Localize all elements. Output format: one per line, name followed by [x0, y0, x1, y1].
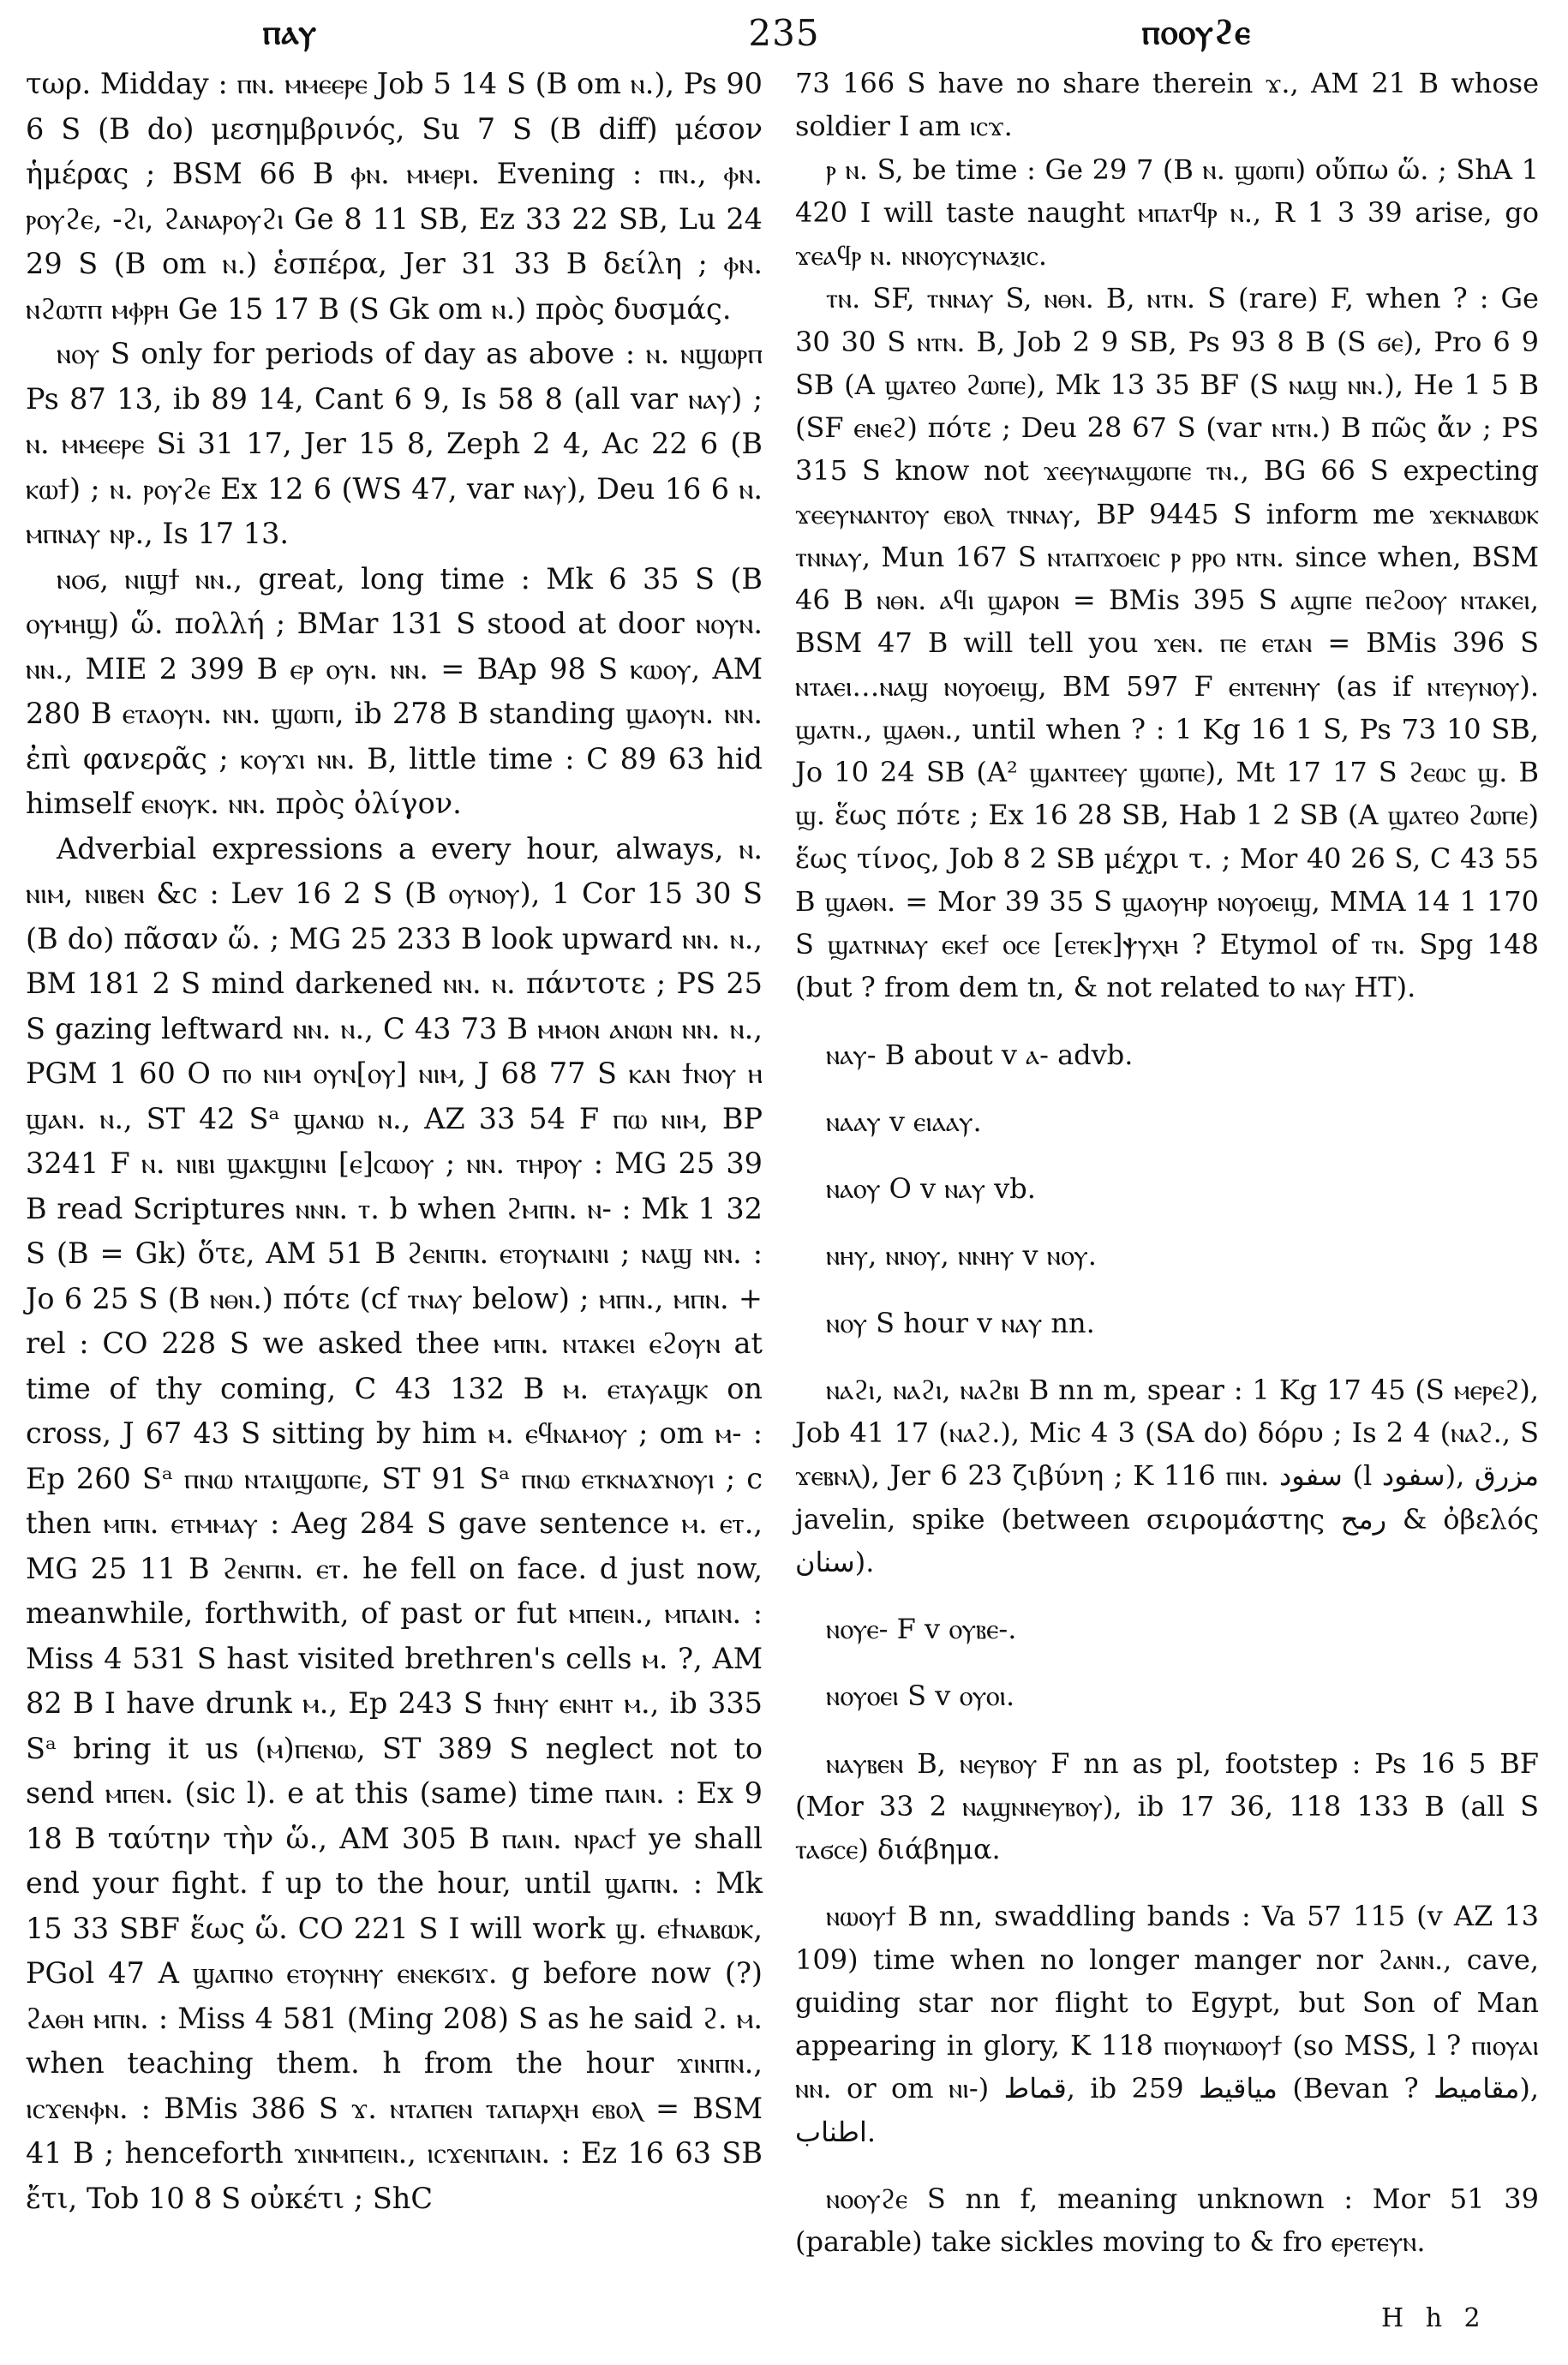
cross-reference-entry: ⲛⲏⲩ, ⲛⲛⲟⲩ, ⲛⲛⲏⲩ v ⲛⲟⲩ.: [826, 1239, 1097, 1272]
header-left-headword: ⲡⲁⲩ: [262, 12, 317, 52]
entry-paragraph: 73 166 S have no share therein ϫ., AM 21 B whose soldier I am ⲓⲥϫ.: [795, 67, 1539, 143]
dictionary-entry: ⲛⲟⲟⲩϩⲉ S nn f, meaning unknown : Mor 51 39 (parable) take sickles moving to & fro ⲉⲣⲉⲧⲉⲩⲛ.: [795, 2182, 1539, 2258]
cross-reference-entry: ⲛⲟⲩⲟⲉⲓ S v ⲟⲩⲟⲓ.: [826, 1679, 1015, 1713]
left-column: [26, 62, 763, 2221]
page-number: 235: [748, 12, 820, 54]
entry-paragraph: ⲣ ⲛ. S, be time : Ge 29 7 (B ⲛ. ϣⲱⲡⲓ) οὔπω ὥ. ; ShA 1 420 I will taste naught ⲙⲡⲁⲧϥⲣ ⲛ., R 1 3 39 arise, go ϫⲉⲁϥⲣ ⲛ. ⲛⲛⲟⲩⲥⲩⲛⲁⲝⲓⲥ.: [795, 153, 1539, 272]
cross-reference-entry: ⲛⲟⲩ S hour v ⲛⲁⲩ nn.: [826, 1306, 1095, 1339]
dictionary-entry: ⲛⲁϩⲓ, ⲛⲁϩⲓ, ⲛⲁϩⲃⲓ B nn m, spear : 1 Kg 17 45 (S ⲙⲉⲣⲉϩ), Job 41 17 (ⲛⲁϩ.), Mic 4 3 (SA do) δόρυ ; Is 2 4 (ⲛⲁϩ., S ϫⲉⲃⲛⲗ), Jer 6 23 ζιβύνη ; K 116 ⲡⲓⲛ. سفود (l سفود), مزرق javelin, spike (between σειρομάστης رمح & ὀβελός سنان).: [795, 1373, 1540, 1578]
dictionary-entry: ⲛⲱⲟⲩϯ B nn, swaddling bands : Va 57 115 (v AZ 13 109) time when no longer manger nor ϩⲁⲛⲛ., cave, guiding star nor flight to Egypt, but Son of Man appearing in glory, K 118 ⲡⲓⲟⲩⲛⲱⲟⲩϯ (so MSS, l ? ⲡⲓⲟⲩⲁⲓ ⲛⲛ. or om ⲛⲓ-) قماط, ib 259 مياقيط (Bevan ? مقاميط), اطناب.: [795, 1900, 1539, 2148]
entry-paragraph: τωρ. Midday : ⲡⲛ. ⲙⲙⲉⲉⲣⲉ Job 5 14 S (B om ⲛ.), Ps 90 6 S (B do) μεσημβρινός, Su 7 S (B diff) μέσον ἡμέρας ; BSM 66 B ⲫⲛ. ⲙⲙⲉⲣⲓ. Evening : ⲡⲛ., ⲫⲛ. ⲣⲟⲩϩⲉ, -ϩⲓ, ϩⲁⲛⲁⲣⲟⲩϩⲓ Ge 8 11 SB, Ez 33 22 SB, Lu 24 29 S (B om ⲛ.) ἑσπέρα, Jer 31 33 B δείλη ; ⲫⲛ. ⲛϩⲱⲧⲡ ⲙⲫⲣⲏ Ge 15 17 B (S Gk om ⲛ.) πρὸς δυσμάς.: [26, 67, 763, 326]
cross-reference-entry: ⲛⲁⲩ- B about v ⲁ- advb.: [826, 1038, 1134, 1071]
entry-paragraph: ⲛⲟϭ, ⲛⲓϣϯ ⲛⲛ., great, long time : Mk 6 35 S (B ⲟⲩⲙⲏϣ) ὥ. πολλή ; BMar 131 S stood at door ⲛⲟⲩⲛ. ⲛⲛ., MIE 2 399 B ⲉⲣ ⲟⲩⲛ. ⲛⲛ. = BAp 98 S ⲕⲱⲟⲩ, AM 280 B ⲉⲧⲁⲟⲩⲛ. ⲛⲛ. ϣⲱⲡⲓ, ib 278 B standing ϣⲁⲟⲩⲛ. ⲛⲛ. ἐπὶ φανερᾶς ; ⲕⲟⲩϫⲓ ⲛⲛ. B, little time : C 89 63 hid himself ⲉⲛⲟⲩⲕ. ⲛⲛ. πρὸς ὀλίγον.: [26, 561, 763, 820]
header-right-headword: ⲡⲟⲟⲩϩⲉ: [1141, 12, 1251, 52]
entry-paragraph: Adverbial expressions a every hour, always, ⲛ. ⲛⲓⲙ, ⲛⲓⲃⲉⲛ &c : Lev 16 2 S (B ⲟⲩⲛⲟⲩ), 1 Cor 15 30 S (B do) πᾶσαν ὥ. ; MG 25 233 B look upward ⲛⲛ. ⲛ., BM 181 2 S mind darkened ⲛⲛ. ⲛ. πάντοτε ; PS 25 S gazing leftward ⲛⲛ. ⲛ., C 43 73 B ⲙⲙⲟⲛ ⲁⲛⲱⲛ ⲛⲛ. ⲛ., PGM 1 60 O ⲡⲟ ⲛⲓⲙ ⲟⲩⲛ[ⲟⲩ] ⲛⲓⲙ, J 68 77 S ⲕⲁⲛ ϯⲛⲟⲩ ⲏ ϣⲁⲛ. ⲛ., ST 42 Sᵃ ϣⲁⲛⲱ ⲛ., AZ 33 54 F ⲡⲱ ⲛⲓⲙ, BP 3241 F ⲛ. ⲛⲓⲃⲓ ϣⲁⲕϣⲓⲛⲓ [ⲉ]ⲥⲱⲟⲩ ; ⲛⲛ. ⲧⲏⲣⲟⲩ : MG 25 39 B read Scriptures ⲛⲛⲛ. ⲧ. b when ϩⲙⲡⲛ. ⲛ- : Mk 1 32 S (B = Gk) ὅτε, AM 51 B ϩⲉⲛⲡⲛ. ⲉⲧⲟⲩⲛⲁⲓⲛⲓ ; ⲛⲁϣ ⲛⲛ. : Jo 6 25 S (B ⲛⲑⲛ.) πότε (cf ⲧⲛⲁⲩ below) ; ⲙⲡⲛ., ⲙⲡⲛ. + rel : CO 228 S we asked thee ⲙⲡⲛ. ⲛⲧⲁⲕⲉⲓ ⲉϩⲟⲩⲛ at time of thy coming, C 43 132 B ⲙ. ⲉⲧⲁⲩⲁϣⲕ on cross, J 67 43 S sitting by him ⲙ. ⲉϥⲛⲁⲙⲟⲩ ; om ⲙ- : Ep 260 Sᵃ ⲡⲛⲱ ⲛⲧⲁⲓϣⲱⲡⲉ, ST 91 Sᵃ ⲡⲛⲱ ⲉⲧⲕⲛⲁϫⲛⲟⲩⲓ ; c then ⲙⲡⲛ. ⲉⲧⲙⲙⲁⲩ : Aeg 284 S gave sentence ⲙ. ⲉⲧ., MG 25 11 B ϩⲉⲛⲡⲛ. ⲉⲧ. he fell on face. d just now, meanwhile, forthwith, of past or fut ⲙⲡⲉⲓⲛ., ⲙⲡⲁⲓⲛ. : Miss 4 531 S hast visited brethren's cells ⲙ. ?, AM 82 B I have drunk ⲙ., Ep 243 S ϯⲛⲏⲩ ⲉⲛⲏⲧ ⲙ., ib 335 Sᵃ bring it us (ⲙ)ⲡⲉⲛⲱ, ST 389 S neglect not to send ⲙⲡⲉⲛ. (sic l). e at this (same) time ⲡⲁⲓⲛ. : Ex 9 18 B ταύτην τὴν ὥ., AM 305 B ⲡⲁⲓⲛ. ⲛⲣⲁⲥϯ ye shall end your fight. f up to the hour, until ϣⲁⲡⲛ. : Mk 15 33 SBF ἕως ὥ. CO 221 S I will work ϣ. ⲉϯⲛⲁⲃⲱⲕ, PGol 47 A ϣⲁⲡⲛⲟ ⲉⲧⲟⲩⲛⲏⲩ ⲉⲛⲉⲕϭⲓϫ. g before now (?) ϩⲁⲑⲏ ⲙⲡⲛ. : Miss 4 581 (Ming 208) S as he said ϩ. ⲙ. when teaching them. h from the hour ϫⲓⲛⲡⲛ., ⲓⲥϫⲉⲛⲫⲛ. : BMis 386 S ϫ. ⲛⲧⲁⲡⲉⲛ ⲧⲁⲡⲁⲣⲭⲏ ⲉⲃⲟⲗ = BSM 41 B ; henceforth ϫⲓⲛⲙⲡⲉⲓⲛ., ⲓⲥϫⲉⲛⲡⲁⲓⲛ. : Ez 16 63 SB ἔτι, Tob 10 8 S οὐκέτι ; ShC: [26, 831, 763, 2215]
entry-paragraph: ⲧⲛ. SF, ⲧⲛⲛⲁⲩ S, ⲛⲑⲛ. B, ⲛⲧⲛ. S (rare) F, when ? : Ge 30 30 S ⲛⲧⲛ. B, Job 2 9 SB, Ps 93 8 B (S ϭⲉ), Pro 6 9 SB (A ϣⲁⲧⲉⲟ ϩⲱⲡⲉ), Mk 13 35 BF (S ⲛⲁϣ ⲛⲛ.), He 1 5 B (SF ⲉⲛⲉϩ) πότε ; Deu 28 67 S (var ⲛⲧⲛ.) B πῶς ἄν ; PS 315 S know not ϫⲉⲉⲩⲛⲁϣⲱⲡⲉ ⲧⲛ., BG 66 S expecting ϫⲉⲉⲩⲛⲁⲛⲧⲟⲩ ⲉⲃⲟⲗ ⲧⲛⲛⲁⲩ, BP 9445 S inform me ϫⲉⲕⲛⲁⲃⲱⲕ ⲧⲛⲛⲁⲩ, Mun 167 S ⲛⲧⲁⲡϫⲟⲉⲓⲥ ⲣ ⲣⲣⲟ ⲛⲧⲛ. since when, BSM 46 B ⲛⲑⲛ. ⲁϥⲓ ϣⲁⲣⲟⲛ = BMis 395 S ⲁϣⲡⲉ ⲡⲉϩⲟⲟⲩ ⲛⲧⲁⲕⲉⲓ, BSM 47 B will tell you ϫⲉⲛ. ⲡⲉ ⲉⲧⲁⲛ = BMis 396 S ⲛⲧⲁⲉⲓ…ⲛⲁϣ ⲛⲟⲩⲟⲉⲓϣ, BM 597 F ⲉⲛⲧⲉⲛⲏⲩ (as if ⲛⲧⲉⲩⲛⲟⲩ). ϣⲁⲧⲛ., ϣⲁⲑⲛ., until when ? : 1 Kg 16 1 S, Ps 73 10 SB, Jo 10 24 SB (A² ϣⲁⲛⲧⲉⲉⲩ ϣⲱⲡⲉ), Mt 17 17 S ϩⲉⲱⲥ ϣ. B ϣ. ἕως πότε ; Ex 16 28 SB, Hab 1 2 SB (A ϣⲁⲧⲉⲟ ϩⲱⲡⲉ) ἕως τίνος, Job 8 2 SB μέχρι τ. ; Mor 40 26 S, C 43 55 B ϣⲁⲑⲛ. = Mor 39 35 S ϣⲁⲟⲩⲏⲣ ⲛⲟⲩⲟⲉⲓϣ, MMA 14 1 170 S ϣⲁⲧⲛⲛⲁⲩ ⲉⲕⲉϯ ⲟⲥⲉ [ⲉⲧⲉⲕ]ⲯⲩⲭⲏ ? Etymol of ⲧⲛ. Spg 148 (but ? from dem tn, & not related to ⲛⲁⲩ HT).: [795, 282, 1539, 1004]
cross-reference-entry: ⲛⲟⲩⲉ- F v ⲟⲩⲃⲉ-.: [826, 1613, 1017, 1645]
entry-paragraph: ⲛⲟⲩ S only for periods of day as above : ⲛ. ⲛϣⲱⲣⲡ Ps 87 13, ib 89 14, Cant 6 9, Is 58 8 (all var ⲛⲁⲩ) ; ⲛ. ⲙⲙⲉⲉⲣⲉ Si 31 17, Jer 15 8, Zeph 2 4, Ac 22 6 (B ⲕⲱϯ) ; ⲛ. ⲣⲟⲩϩⲉ Ex 12 6 (WS 47, var ⲛⲁⲩ), Deu 16 6 ⲛ. ⲙⲡⲛⲁⲩ ⲛⲣ., Is 17 13.: [26, 337, 763, 550]
cross-reference-entry: ⲛⲁⲁⲩ v ⲉⲓⲁⲁⲩ.: [826, 1105, 982, 1138]
signature-mark: H h 2: [1381, 2303, 1487, 2333]
dictionary-entry: ⲛⲁⲩⲃⲉⲛ B, ⲛⲉⲩⲃⲟⲩ F nn as pl, footstep : Ps 16 5 BF (Mor 33 2 ⲛⲁϣⲛⲛⲉⲩⲃⲟⲩ), ib 17 36, 118 133 B (all S ⲧⲁϭⲥⲉ) διάβημα.: [795, 1746, 1539, 1865]
right-column: [795, 62, 1539, 2263]
running-header: [26, 7, 1542, 67]
cross-reference-entry: ⲛⲁⲟⲩ O v ⲛⲁⲩ vb.: [826, 1172, 1036, 1205]
